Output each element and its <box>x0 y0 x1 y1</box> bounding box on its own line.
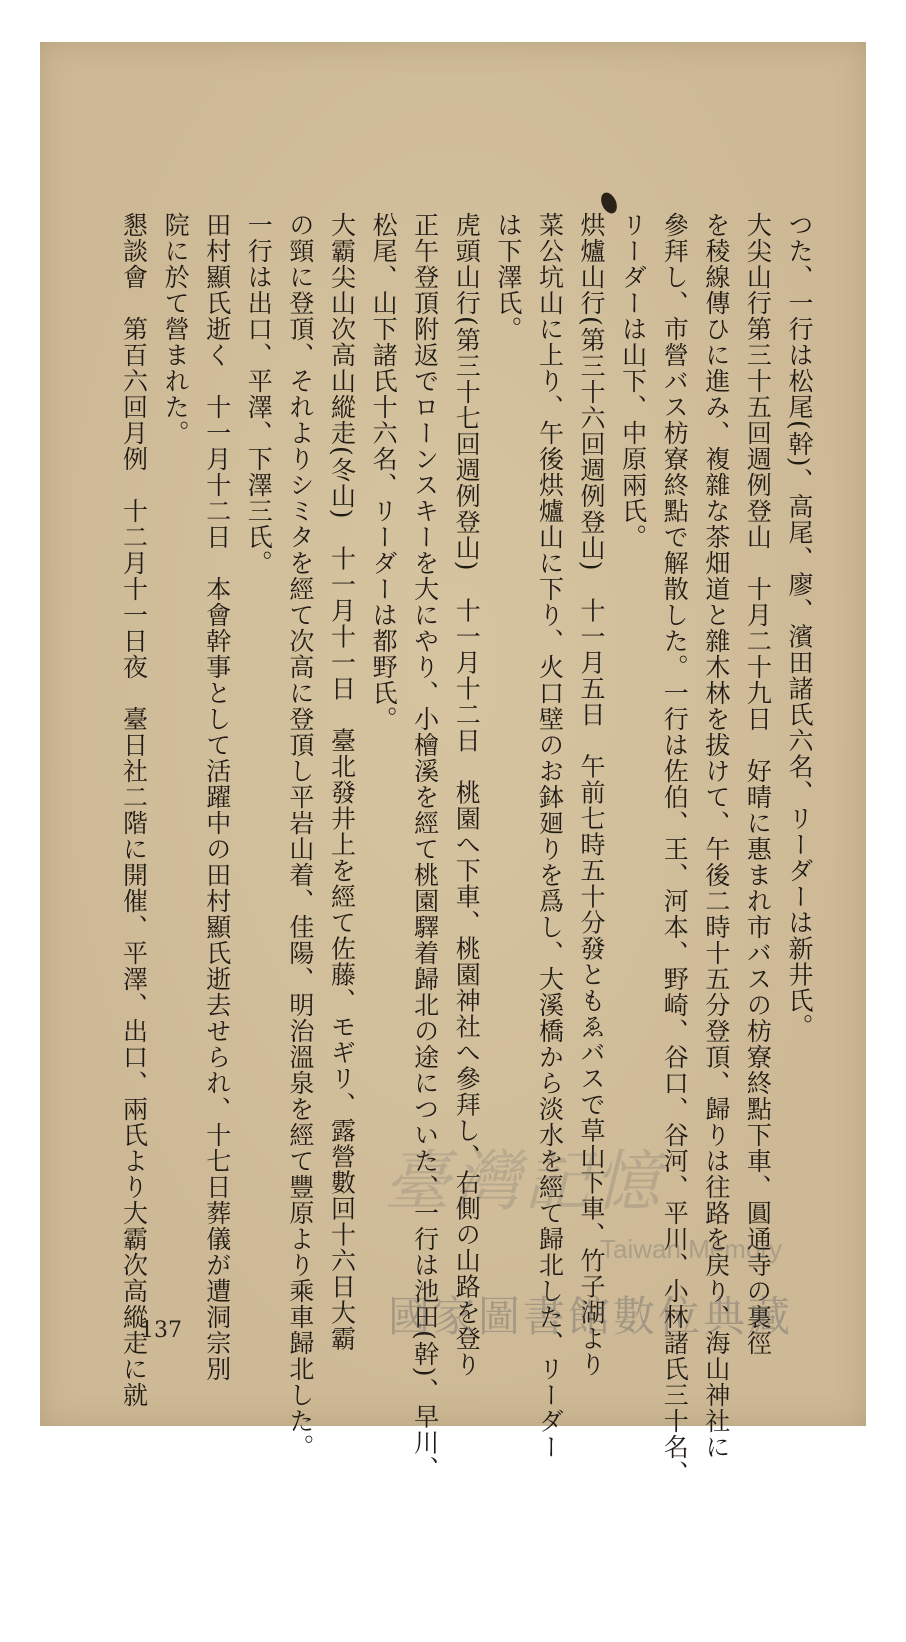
text-line-10: 正午登頂附返でローンスキーを大にやり、小檜溪を經て桃園驛着歸北の途についた、一行は池田(幹)、早川、 <box>410 212 440 1482</box>
text-line-2: 大尖山行第三十五回週例登山 十月二十九日 好晴に惠まれ市バスの枋寮終點下車、圓通寺の裏徑 <box>743 212 773 1356</box>
text-line-1: つた、一行は松尾(幹)、高尾、廖、濱田諸氏六名、リーダーは新井氏。 <box>785 212 814 1040</box>
text-line-16: 院に於て營まれた。 <box>161 212 191 446</box>
text-line-7: 菜公坑山に上り、午後烘爐山に下り、火口壁のお鉢廻りを爲し、大溪橋から淡水を經て歸北した、リーダー <box>535 212 565 1460</box>
watermark-chinese: 國家圖書館數位典藏 <box>388 1292 794 1341</box>
watermark-logo: 臺灣記憶 <box>384 1143 664 1220</box>
text-line-12: 大霸尖山次高山縱走(冬山) 十一月十一日 臺北發井上を經て佐藤、モギリ、露營數回十六日大霸 <box>327 212 357 1352</box>
text-line-4: 參拜し、市營バス枋寮終點で解散した。一行は佐伯、王、河本、野崎、谷口、谷河、平川、小林諸氏三十名、 <box>660 212 690 1486</box>
text-line-6: 烘爐山行(第三十六回週例登山) 十一月五日 午前七時五十分發ともゑバスで草山下車、竹子湖より <box>577 212 607 1378</box>
watermark-english: Taiwan Memory <box>600 1234 783 1264</box>
text-line-11: 松尾、山下諸氏十六名、リーダーは都野氏。 <box>369 212 399 732</box>
text-line-15: 田村顯氏逝く 十一月十二日 本會幹事として活躍中の田村顯氏逝去せられ、十七日葬儀が遭洞宗別 <box>202 212 232 1382</box>
text-line-8: は下澤氏。 <box>493 212 523 342</box>
text-line-14: 一行は出口、平澤、下澤三氏。 <box>244 212 274 576</box>
text-line-9: 虎頭山行(第三十七回週例登山) 十一月十二日 桃園へ下車、桃園神社へ參拜し、右側の山路を登り <box>452 212 482 1378</box>
text-line-3: を稜線傳ひに進み、複雜な茶畑道と雜木林を拔けて、午後二時十五分登頂、歸りは往路を戻り、海山神社に <box>701 212 731 1460</box>
page-number: 137 <box>140 1318 182 1343</box>
text-line-13: の頸に登頂、それよりシミタを經て次高に登頂し平岩山着、佳陽、明治溫泉を經て豐原より乘車歸北した。 <box>285 212 315 1460</box>
text-line-5: リーダーは山下、中原兩氏。 <box>618 212 648 550</box>
text-line-17: 懇談會 第百六回月例 十二月十一日夜 臺日社二階に開催、平澤、出口、兩氏より大霸次高縱走に就 <box>119 212 149 1408</box>
vertical-text-body <box>119 212 820 1642</box>
